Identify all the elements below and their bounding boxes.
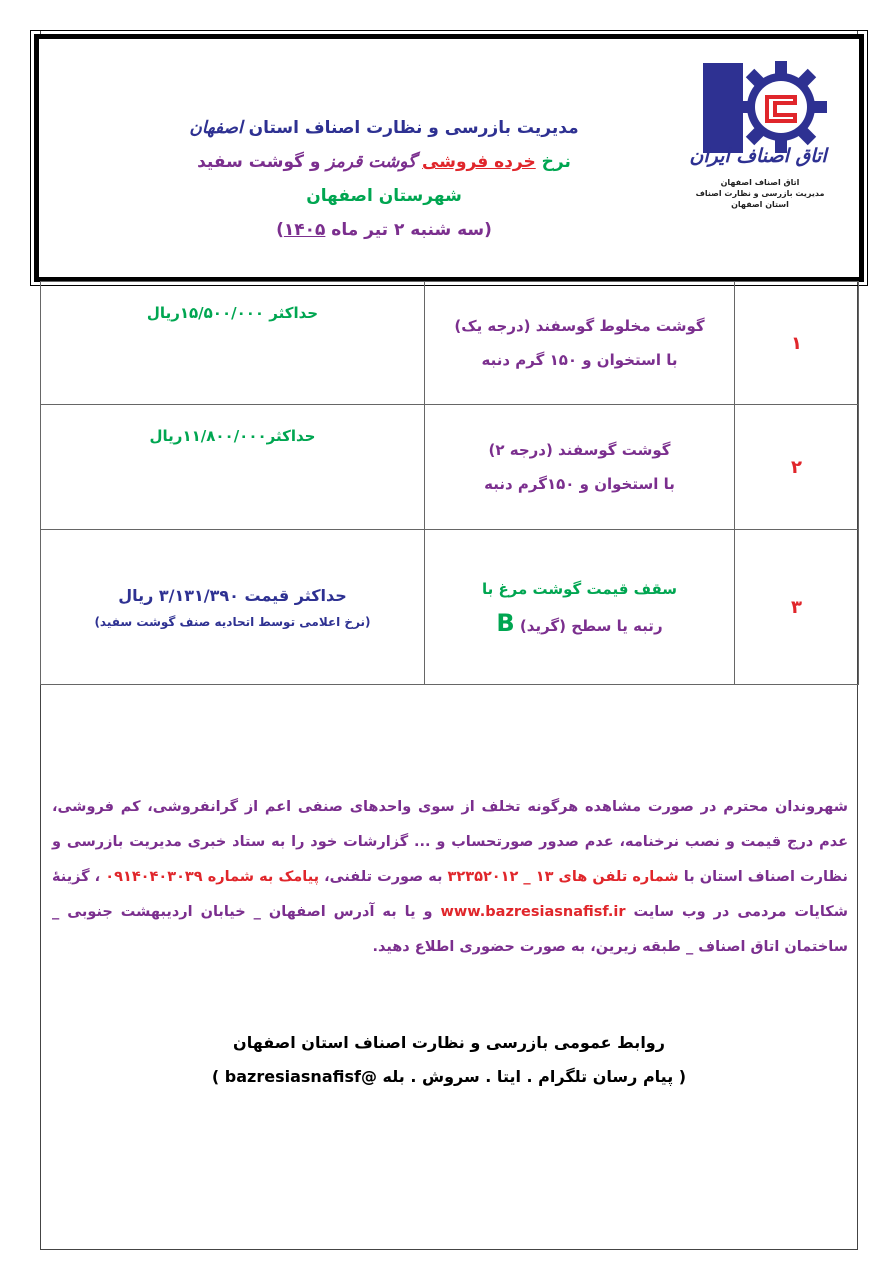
logo-subtitle: اتاق اصناف اصفهان مدیریت بازرسی و نظارت اصناف استان اصفهان [695,178,825,209]
logo-title: اتاق اصناف ایران [689,145,827,167]
item-cell: گوشت گوسفند (درجه ۲) با استخوان و ۱۵۰گرم دنبه [425,405,735,530]
row-number: ۳ [735,530,859,685]
footer [40,1026,858,1094]
footer-title: روابط عمومی بازرسی و نظارت اصناف استان اصفهان [233,1033,665,1052]
price-cell: حداکثر قیمت ۳/۱۳۱/۳۹۰ ریال (نرخ اعلامی توسط اتحادیه صنف گوشت سفید) [41,530,425,685]
table-row [41,530,859,685]
table-row [41,282,859,405]
header-text [79,111,689,247]
table-row [41,405,859,530]
item-cell: گوشت مخلوط گوسفند (درجه یک) با استخوان و ۱۵۰ گرم دنبه [425,282,735,405]
header-line-3: شهرستان اصفهان [306,186,462,206]
header-line-1: مدیریت بازرسی و نظارت اصناف استان اصفهان [189,118,579,138]
citizen-notice: شهروندان محترم در صورت مشاهده هرگونه تخلف از سوی واحدهای صنفی اعم از گرانفروشی، کم فروشی، عدم درج قیمت و نصب نرخنامه، عدم صدور صورتحساب و ... گزارشات خود را به ستاد خبری مدیریت بازرسی و نظارت اصناف استان با شماره تلفن های ۱۳ _ ۳۲۳۵۲۰۱۲ به صورت تلفنی، پیامک به شماره ۰۹۱۴۰۴۰۳۰۳۹ ، گزینهٔ شکایات مردمی در وب سایت www.bazresiasnafisf.ir و یا به آدرس اصفهان _ خیابان اردیبهشت جنوبی _ ساختمان اتاق اصناف _ طبقه زیرین، به صورت حضوری اطلاع دهید. [52,799,849,955]
price-cell: حداکثر۱۱/۸۰۰/۰۰۰ریال [41,405,425,530]
guild-logo [685,55,835,240]
header-line-2: نرخ خرده فروشی گوشت قرمز و گوشت سفید [197,152,571,172]
header-box [34,34,864,282]
grade-label: B [496,608,515,637]
rates-table [40,281,859,685]
footer-messengers: ( پیام رسان تلگرام . ایتا . سروش . بله @bazresiasnafisf ) [211,1067,687,1086]
item-cell: سقف قیمت گوشت مرغ با رتبه یا سطح (گرید) B [425,530,735,685]
header-line-4: (سه شنبه ۲ تیر ماه ۱۴۰۵) [276,220,492,240]
price-cell: حداکثر ۱۵/۵۰۰/۰۰۰ریال [41,282,425,405]
website-link[interactable]: www.bazresiasnafisf.ir [440,904,626,920]
row-number: ۱ [735,282,859,405]
row-number: ۲ [735,405,859,530]
